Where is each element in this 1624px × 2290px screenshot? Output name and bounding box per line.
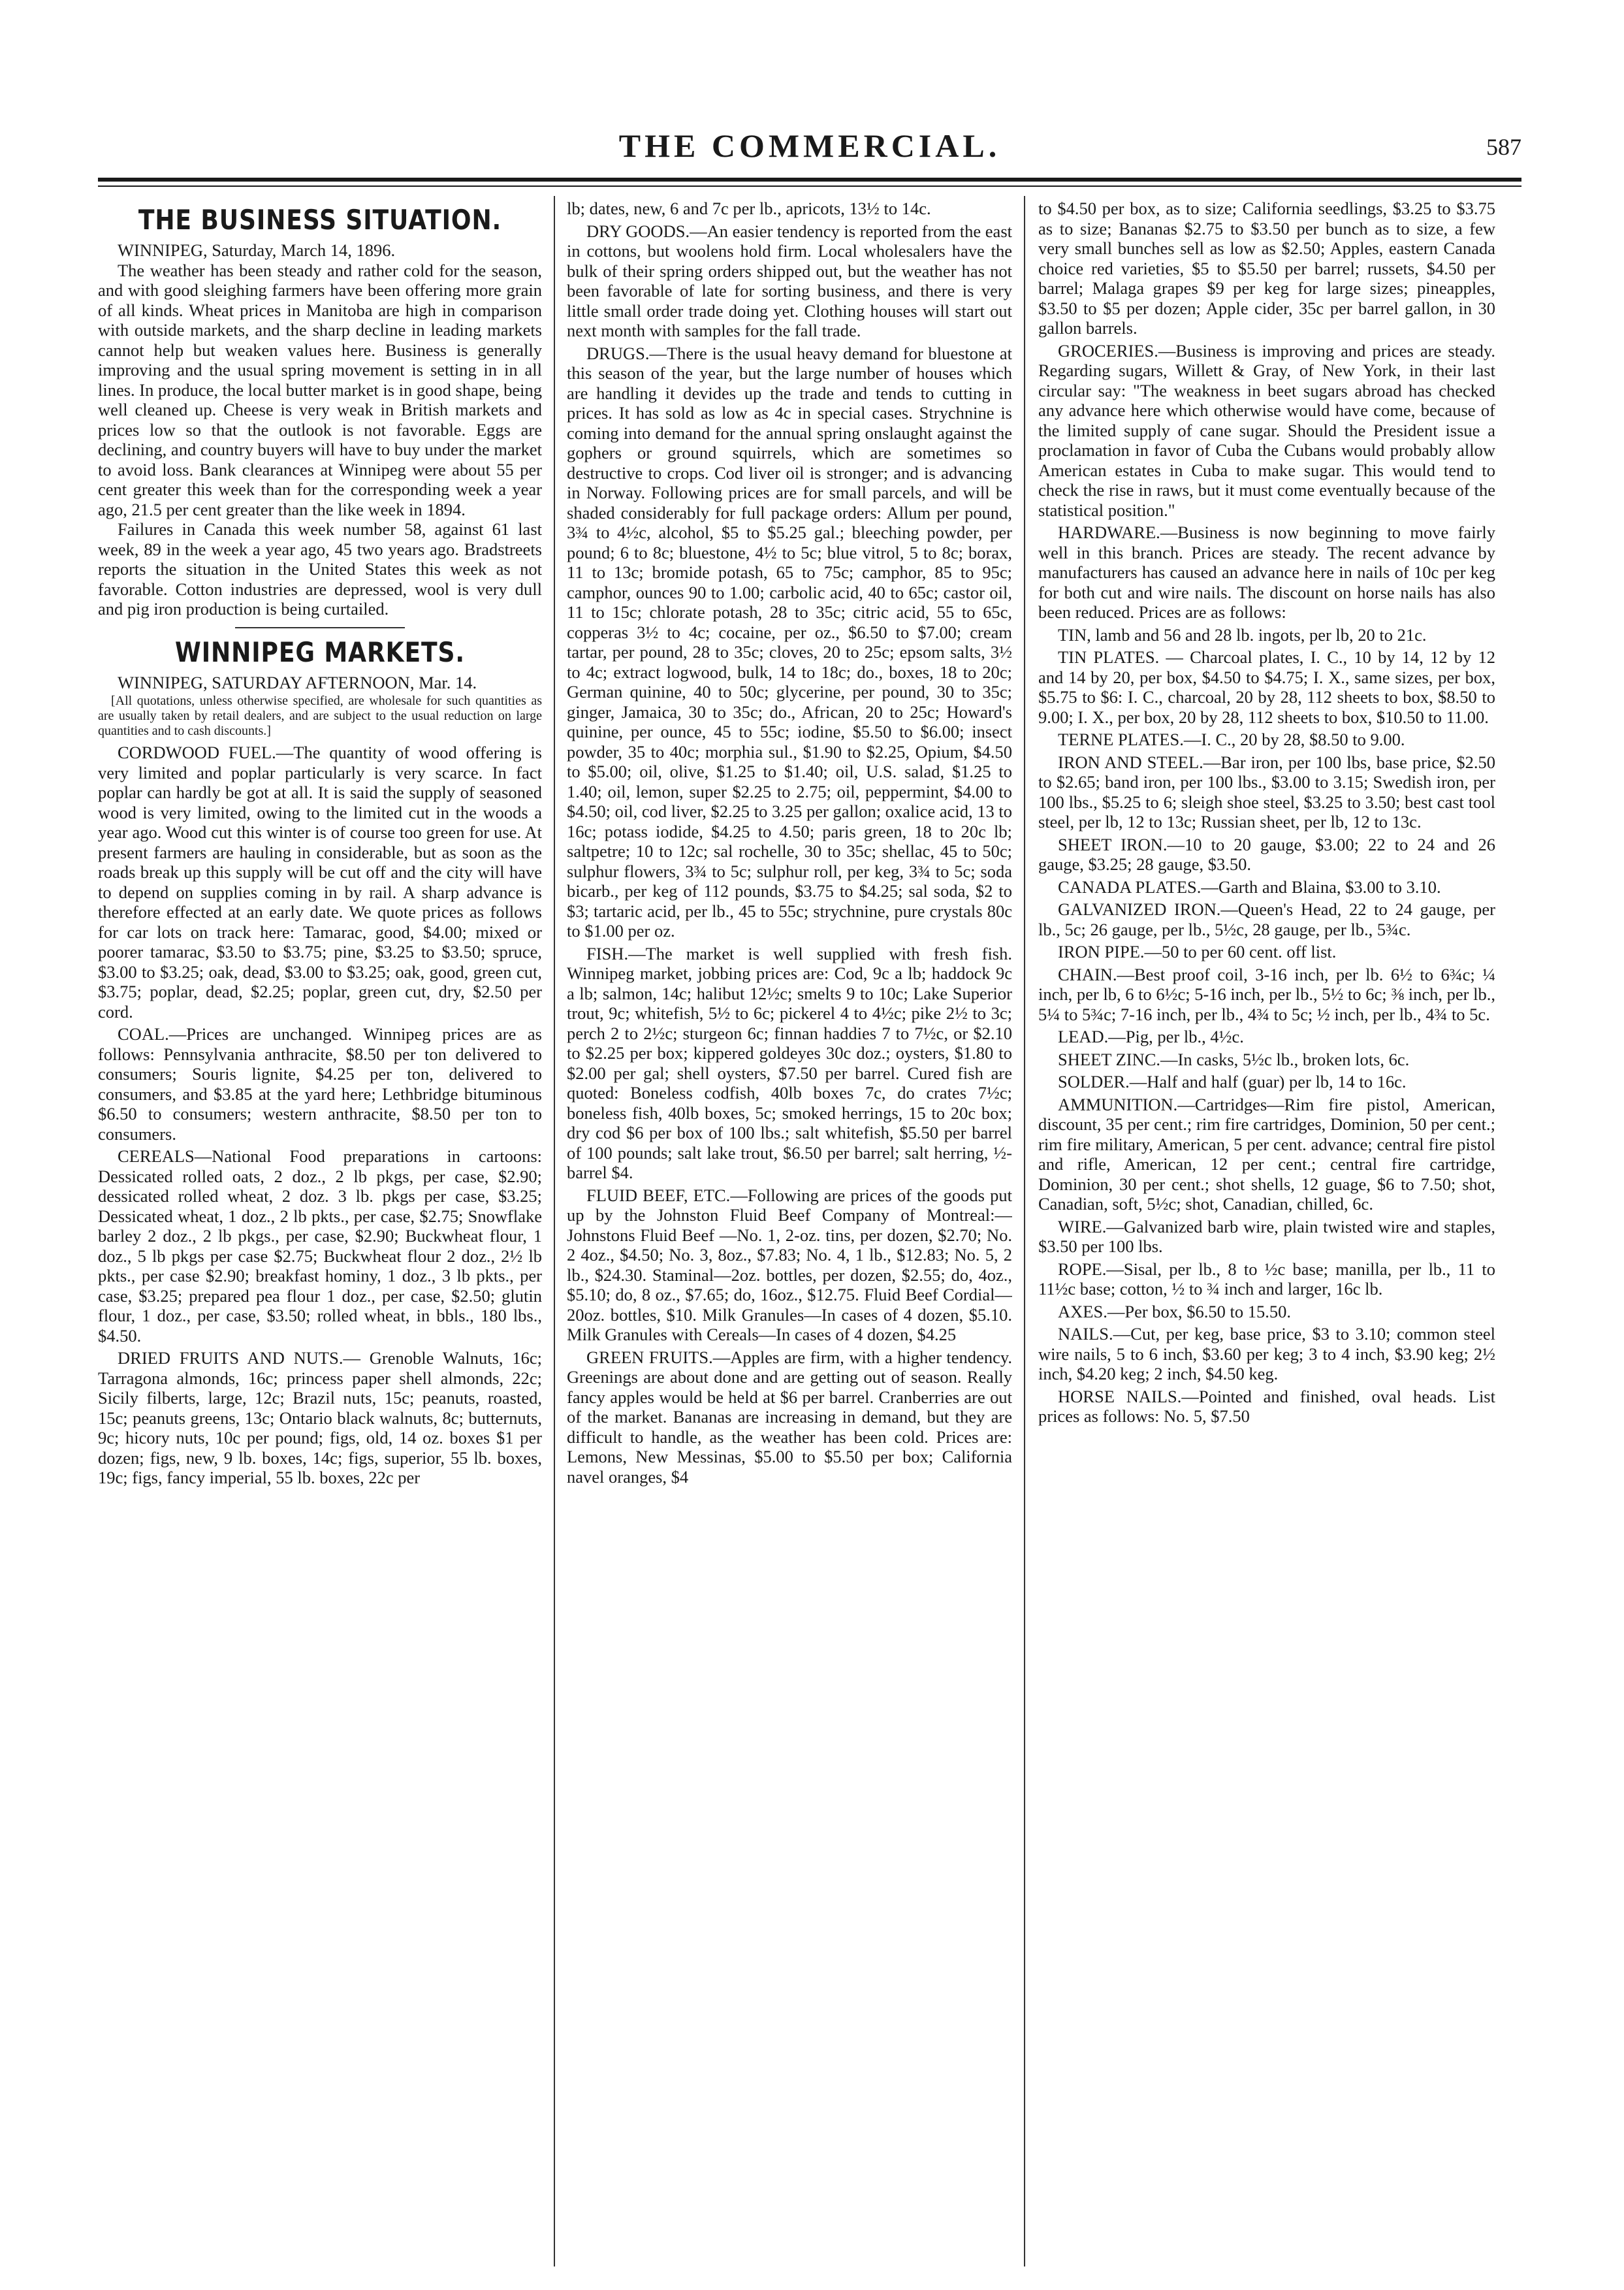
market-item [1038, 1302, 1495, 1322]
market-item-text: — Grenoble Walnuts, 16c; Tarragona almonds, 16c; princess paper shell almonds, 22c; Sicily filberts, large, 12c; Brazil nuts, 15c; peanuts, roasted, 15c; peanuts greens, 13c; Ontario black walnuts, 8c; butternuts, 9c; hicory nuts, 10c per pound; figs, old, 14 oz. boxes $1 per dozen; figs, new, 9 lb. boxes, 14c; figs, superior, 55 lb. boxes, 19c; figs, fancy imperial, 55 lb. boxes, 22c per [98, 1348, 542, 1487]
column-2 [567, 196, 1012, 2266]
market-item-text: —Following are prices of the goods put up by the Johnston Fluid Beef Company of Montreal:—Johnstons Fluid Beef —No. 1, 2-oz. tins, per dozen, $2.70; No. 2 4oz., $4.50; No. 3, 8oz., $7.83; No. 4, 1 lb., $12.83; No. 5, 2 lb., $24.30. Staminal—2oz. bottles, per dozen, $2.55; do, 4oz., $5.10; do, 8 oz., $7.65; do, 16oz., $12.75. Fluid Beef Cordial—20oz. bottles, $10. Milk Granules—In cases of 4 dozen, $5.10. Milk Granules with Cereals—In cases of 4 dozen, $4.25 [567, 1185, 1012, 1344]
market-item-text: —The quantity of wood offering is very limited and poplar particularly is very scarce. In fact poplar can hardly be got at all. It is said the supply of seasoned wood is very limited, owing to the limited cut in the woods a year ago. Wood cut this winter is of course too green for use. At present farmers are hauling in considerable, but as soon as the roads break up this supply will be cut off and the city will have to depend on supplies coming in by rail. A sharp advance is therefore effected at an early date. We quote prices as follows for car lots on track here: Tamarac, good, $4.00; mixed or poorer tamarac, $3.50 to $3.75; pine, $3.25 to $3.50; spruce, $3.00 to $3.25; oak, dead, $3.00 to $3.25; oak, good, green cut, $3.75; poplar, dead, $2.25; poplar, green cut, dry, $2.50 per cord. [98, 743, 542, 1022]
market-item [1038, 965, 1495, 1025]
market-item [98, 1348, 542, 1488]
market-item [1038, 199, 1495, 338]
market-item-label: SHEET IRON. [1058, 834, 1168, 854]
market-item-text: —An easier tendency is reported from the east in cottons, but woolens hold firm. Local wholesalers have the bulk of their spring orders shipped out, but the weather has not been favorable of late for sorting business, and there is very little small order trade doing yet. Clothing houses will start out next month with samples for the fall trade. [567, 221, 1012, 340]
business-situation-dateline: WINNIPEG, Saturday, March 14, 1896. [118, 240, 396, 260]
column-divider [554, 196, 555, 2266]
market-item-label: ROPE. [1058, 1259, 1107, 1279]
header-rule-thin [98, 185, 1521, 187]
market-item-label: GROCERIES. [1058, 340, 1158, 361]
market-item-text: —Sisal, per lb., 8 to ½c base; manilla, per lb., 11 to 11½c base; cotton, ½ to ¾ inch and larger, 16c lb. [1038, 1259, 1495, 1298]
market-item-text: —Business is now beginning to move fairly well in this branch. Prices are steady. The recent advance by manufacturers has caused an advance here in nails of 10c per keg for both cut and wire nails. The discount on horse nails has also been reduced. Prices are as follows: [1038, 523, 1495, 622]
quotation-note: [All quotations, unless otherwise specified, are wholesale for such quantities as are usually taken by retail dealers, and are subject to the usual reduction on large quantities and to cash discounts.] [98, 694, 542, 738]
market-item [1038, 1095, 1495, 1214]
col3-market-items [1038, 199, 1495, 1427]
market-item-label: CORDWOOD FUEL. [118, 743, 276, 762]
market-item [1038, 730, 1495, 750]
winnipeg-markets-dateline: WINNIPEG, SATURDAY AFTERNOON, Mar. 14. [118, 672, 477, 692]
market-item-text: —Pig, per lb., 4½c. [1108, 1027, 1244, 1046]
market-item-text: —National Food preparations in cartoons: Dessicated rolled oats, 2 doz., 2 lb pkgs, per case, $2.90; dessicated rolled wheat, 2 doz. 3 lb. pkgs per case, $3.25; Dessicated wheat, 1 doz., 2 lb pkts., per case, $2.75; Snowflake barley 2 doz., 2 lb pkgs., per case, $2.90; Buckwheat flour, 1 doz., 5 lb pkgs per case $2.75; Buckwheat flour 2 doz., 2½ lb pkts., per case $2.90; breakfast hominy, 1 doz., 3 lb pkts., per case, $3.25; prepared pea flour 1 doz., per case, $2.50; glutin flour, 1 doz., per case, $3.50; rolled wheat, in bbls., 180 lbs., $4.50. [98, 1146, 542, 1346]
market-item [1038, 835, 1495, 875]
market-item-text: lb; dates, new, 6 and 7c per lb., apricots, 13½ to 14c. [567, 199, 931, 218]
market-item [1038, 1387, 1495, 1427]
market-item-text: —Per box, $6.50 to 15.50. [1107, 1301, 1292, 1321]
market-item [1038, 523, 1495, 622]
market-item-text: —Pointed and finished, oval heads. List prices as follows: No. 5, $7.50 [1038, 1386, 1495, 1426]
market-item-label: DRY GOODS. [586, 221, 690, 241]
column-divider [1024, 196, 1025, 2266]
market-item [567, 199, 1012, 219]
market-item [1038, 625, 1495, 645]
col1-market-items [98, 743, 542, 1488]
market-item [567, 221, 1012, 341]
market-item [98, 1146, 542, 1346]
market-item [1038, 899, 1495, 939]
market-item-label: FISH. [586, 943, 629, 963]
section-divider [235, 627, 405, 628]
masthead [98, 124, 1521, 176]
column-3 [1038, 196, 1495, 2266]
publication-title: THE COMMERCIAL. [618, 127, 1001, 164]
market-item-label: DRIED FRUITS AND NUTS. [118, 1348, 343, 1368]
market-item-text: —There is the usual heavy demand for bluestone at this season of the year, but the large number of houses which are handling it devides up the trade and tends to cutting in prices. It has sold as low as 4c in special cases. Strychnine is coming into demand for the annual spring onslaught against the gophers or ground squirrels, which are sometimes so destructive to crops. Cod liver oil is stronger; and is advancing in Norway. Following prices are for small parcels, and will be shaded considerably for full package orders: Allum per pound, 3¾ to 4½c, alcohol, $5 to $5.25 gal.; bleeching powder, per pound; 6 to 8c; bluestone, 4½ to 5c; blue vitrol, 5 to 8c; borax, 11 to 13c; bromide potash, 65 to 75c; camphor, 85 to 95c; camphor, ounces 90 to 1.00; carbolic acid, 40 to 65c; castor oil, 11 to 15c; chlorate potash, 28 to 35c; citric acid, 55 to 65c, copperas 3½ to 4c; cocaine, per oz., $6.50 to $7.00; cream tartar, per pound, 28 to 35c; cloves, 20 to 25c; epsom salts, 3½ to 4c; extract logwood, bulk, 14 to 18c; do., boxes, 18 to 20c; German quinine, 40 to 50c; glycerine, per pound, 30 to 35c; ginger, Jamaica, 30 to 35c; do., African, 20 to 25c; Howard's quinine, per ounce, 45 to 55c; iodine, $5.50 to $6.00; insect powder, 35 to 40c; morphia sul., $1.90 to $2.25, Opium, $4.50 to $5.00; oil, olive, $1.25 to $1.40; oil, U.S. salad, $1.25 to 1.40; oil, lemon, super $2.25 to 2.75; oil, peppermint, $4.00 to $4.50; oil, cod liver, $2.25 to 3.25 per gallon; oxalice acid, 13 to 16c; potass iodide, $4.25 to 4.50; paris green, 18 to 20c lb; saltpetre; 10 to 12c; sal rochelle, 30 to 35c; shellac, 45 to 50c; sulphur flowers, 3¾ to 5c; sulphur roll, per keg, 3¾ to 5c; soda bicarb., per keg of 112 pounds, $3.75 to $4.25; sal soda, $2 to $3; tartaric acid, per lb., 45 to 55c; strychnine, pure crystals 80c to $1.00 per oz. [567, 343, 1012, 941]
market-item-text: —Apples are firm, with a higher tendency. Greenings are about done and are getting out of season. Really fancy apples would be held at $6 per barrel. Cranberries are out of the market. Bananas are increasing in demand, but they are difficult to handle, as the weather has been cold. Prices are: Lemons, New Messinas, $5.00 to $5.50 per box; California navel oranges, $4 [567, 1347, 1012, 1487]
market-item-label: AXES. [1058, 1301, 1107, 1321]
market-item [1038, 1217, 1495, 1257]
market-item-text: —Cartridges—Rim fire pistol, American, discount, 35 per cent.; rim fire cartridges, Dominion, 50 per cent.; rim fire military, American, 5 per cent. advance; central fire pistol and rifle, American, 12 per cent.; central fire cartridge, Dominion, 30 per cent.; shot shells, 12 guage, $6 to 7.50; shot, Canadian, soft, 5½c; shot, Canadian, chilled, 6c. [1038, 1094, 1495, 1214]
header-rule [98, 178, 1521, 182]
market-item-label: CANADA PLATES. [1058, 877, 1202, 897]
market-item-text: —Cut, per keg, base price, $3 to 3.10; common steel wire nails, 5 to 6 inch, $3.60 per keg; 3 to 4 inch, $3.90 keg; 2½ inch, $4.20 keg; 2 inch, $4.50 keg. [1038, 1324, 1495, 1383]
market-item [1038, 752, 1495, 832]
market-item-text: —50 to per 60 cent. off list. [1144, 942, 1337, 961]
market-item-label: DRUGS. [586, 343, 650, 363]
business-situation-paragraph: The weather has been steady and rather cold for the season, and with good sleighing farmers have been offering more grain of all kinds. Wheat prices in Manitoba are high in comparison with outside markets, and the sharp decline in leading markets cannot help but weaken values here. Business is generally improving and the usual spring movement is setting in in all lines. In produce, the local butter market is in good shape, being well cleaned up. Cheese is very weak in British markets and prices low so that the outlook is not favorable. Eggs are declining, and country buyers will have to buy under the market to avoid loss. Bank clearances at Winnipeg were about 55 per cent greater this week than for the corresponding week a year ago, 21.5 per cent greater than the like week in 1894. [98, 260, 542, 519]
market-item-label: AMMUNITION. [1058, 1094, 1178, 1114]
market-item-text: lamb and 56 and 28 lb. ingots, per lb, 20 to 21c. [1091, 624, 1427, 645]
market-item-text: —10 to 20 gauge, $3.00; 22 to 24 and 26 gauge, $3.25; 28 gauge, $3.50. [1038, 834, 1495, 874]
market-item-text: —Bar iron, per 100 lbs, base price, $2.50 to $2.65; band iron, per 100 lbs., $3.00 to 3.15; Swedish iron, per 100 lbs., $5.25 to 6; sleigh shoe steel, $3.25 to 3.50; best cast tool steel, per lb, 12 to 13c; Russian sheet, per lb, 12 to 13c. [1038, 752, 1495, 831]
market-item-text: to $4.50 per box, as to size; California seedlings, $3.25 to $3.75 as to size; Bananas $2.75 to $3.50 per bunch as to size, a few very small bunches sell as low as $2.50; Apples, eastern Canada choice red varieties, $5 to $5.50 per barrel; russets, $4.50 per barrel; Malaga grapes $9 per keg for large sizes; pineapples, $3.50 to $5 per dozen; Apple cider, 35c per barrel gallon, in 30 gallon barrels. [1038, 199, 1495, 338]
business-situation-heading: THE BUSINESS SITUATION. [138, 204, 502, 236]
market-item [1038, 1072, 1495, 1092]
market-item [1038, 877, 1495, 897]
market-item [1038, 1324, 1495, 1384]
market-item-text: —Best proof coil, 3-16 inch, per lb. 6½ to 6¾c; ¼ inch, per lb, 6 to 6½c; 5-16 inch, per lb., 5½ to 6c; ⅜ inch, per lb., 5¼ to 5¾c; 7-16 inch, per lb., 4¾ to 5c; ½ inch, per lb., 4¾ to 5c. [1038, 964, 1495, 1024]
market-item [1038, 1050, 1495, 1070]
winnipeg-markets-heading: WINNIPEG MARKETS. [175, 636, 465, 668]
market-item-label: WIRE. [1058, 1216, 1107, 1236]
market-item-label: HORSE NAILS. [1058, 1386, 1182, 1406]
market-item-text: —Prices are unchanged. Winnipeg prices are as follows: Pennsylvania anthracite, $8.50 per ton delivered to consumers; Souris lignite, $4.25 per ton, delivered to consumers, and $3.85 at the yard here; Lethbridge bituminous $6.50 to consumers; western anthracite, $8.50 per ton to consumers. [98, 1024, 542, 1144]
market-item-text: —Half and half (guar) per lb, 14 to 16c. [1129, 1072, 1407, 1091]
market-item [98, 743, 542, 1022]
market-item-text: —Garth and Blaina, $3.00 to 3.10. [1201, 877, 1441, 897]
market-item [567, 344, 1012, 941]
market-item [567, 1347, 1012, 1487]
market-item-text: —The market is well supplied with fresh fish. Winnipeg market, jobbing prices are: Cod, 9c a lb; haddock 9c a lb; salmon, 14c; halibut 12½c; smelts 9 to 10c; Lake Superior trout, 9c; whitefish, 5½ to 6c; pickerel 4 to 4½c; pike 2½ to 3c; perch 2 to 2½c; sturgeon 6c; finnan haddies 7 to 7½c, or $2.10 to $2.25 per box; kippered goldeyes 30c doz.; oysters, $1.80 to $2.00 per gal; shell oysters, $7.50 per barrel. Cured fish are quoted: Boneless codfish, 40lb boxes 7c, do crates 7½c; boneless fish, 40lb boxes, 5c; smoked herrings, 15 to 20c box; dry cod $6 per box of 100 lbs.; salt whitefish, $5.50 per barrel of 100 pounds; salt lake trout, $6.50 per barrel; salt herring, ½-barrel $4. [567, 943, 1012, 1182]
market-item-label: CEREALS [118, 1146, 195, 1166]
market-item-text: —Business is improving and prices are steady. Regarding sugars, Willett & Gray, of New York, in their last circular say: "The weakness in beet sugars abroad has checked any advance here which otherwise would have come, because of the limited supply of cane sugar. Should the President issue a proclamation in favor of Cuba the Cubans would probably allow American estates in Cuba to make sugar. This would tend to check the rise in raws, but it must come eventually because of the statistical position." [1038, 340, 1495, 520]
market-item [1038, 1027, 1495, 1047]
market-item-label: TERNE PLATES. [1058, 730, 1184, 749]
market-item [567, 944, 1012, 1183]
market-item-label: SHEET ZINC. [1058, 1049, 1161, 1069]
market-item [1038, 1259, 1495, 1299]
market-item-label: IRON AND STEEL. [1058, 752, 1203, 772]
market-item-label: CHAIN. [1058, 964, 1117, 984]
column-1 [98, 196, 542, 2266]
market-item-label: TIN PLATES. [1058, 647, 1160, 667]
market-item-label: COAL. [118, 1024, 169, 1044]
market-item [567, 1185, 1012, 1345]
market-item [1038, 942, 1495, 962]
market-item-label: GREEN FRUITS. [586, 1347, 713, 1367]
market-item [98, 1024, 542, 1144]
market-item [1038, 647, 1495, 727]
market-item-text: —In casks, 5½c lb., broken lots, 6c. [1160, 1049, 1410, 1069]
market-item [1038, 341, 1495, 521]
market-item-label: HARDWARE. [1058, 523, 1160, 542]
market-item-label: FLUID BEEF, ETC. [586, 1185, 731, 1205]
market-item-label: IRON PIPE. [1058, 942, 1145, 961]
market-item-label: GALVANIZED IRON. [1058, 899, 1221, 919]
page-number: 587 [1486, 134, 1521, 160]
market-item-label: TIN, [1058, 624, 1091, 645]
market-item-text: — Charcoal plates, I. C., 10 by 14, 12 by 12 and 14 by 20, per box, $4.50 to $4.75; I. X., same sizes, per box, $5.75 to $6: I. C., charcoal, 20 by 28, 112 sheets to box, $8.50 to 9.00; I. X., per box, 20 by 28, 112 sheets to box, $10.50 to 11.00. [1038, 647, 1495, 727]
business-situation-paragraph: Failures in Canada this week number 58, against 61 last week, 89 in the week a year ago, 45 two years ago. Bradstreets reports the situation in the United States this week as not favorable. Cotton industries are depressed, wool is very dull and pig iron production is being curtailed. [98, 519, 542, 619]
market-item-label: SOLDER. [1058, 1072, 1130, 1091]
market-item-text: —Queen's Head, 22 to 24 gauge, per lb., 5c; 26 gauge, per lb., 5½c, 28 gauge, per lb., 5¾c. [1038, 899, 1495, 939]
market-item-text: —I. C., 20 by 28, $8.50 to 9.00. [1183, 730, 1405, 749]
market-item-label: NAILS. [1058, 1324, 1113, 1344]
market-item-text: —Galvanized barb wire, plain twisted wire and staples, $3.50 per 100 lbs. [1038, 1216, 1495, 1256]
col2-market-items [567, 199, 1012, 1487]
market-item-label: LEAD. [1058, 1027, 1109, 1046]
